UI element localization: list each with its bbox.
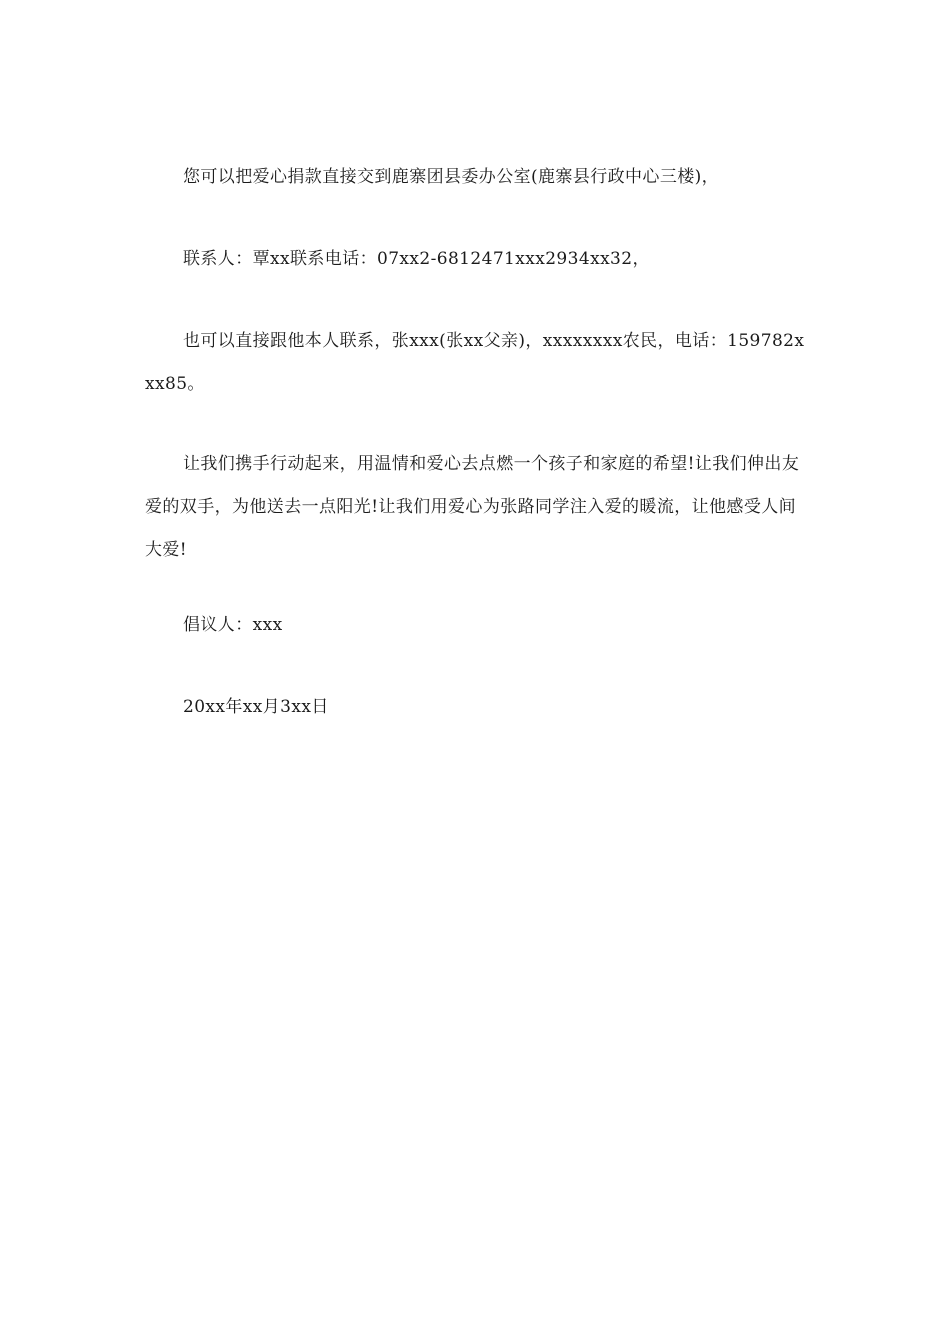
initiator-line: [145, 604, 810, 647]
appeal-paragraph: [145, 443, 810, 572]
direct-contact-paragraph: [145, 320, 810, 406]
paragraph-text: 您可以把爱心捐款直接交到鹿寨团县委办公室(鹿寨县行政中心三楼)，: [183, 167, 720, 187]
paragraph-text: 让我们携手行动起来，用温情和爱心去点燃一个孩子和家庭的希望!让我们伸出友爱的双手，为他送去一点阳光!让我们用爱心为张路同学注入爱的暖流，让他感受人间大爱!: [145, 454, 800, 560]
contact-person-paragraph: [145, 238, 810, 281]
donation-location-paragraph: [145, 156, 810, 199]
date-line: [145, 686, 810, 729]
paragraph-text: 联系人：覃xx联系电话：07xx2-6812471xxx2934xx32，: [183, 249, 650, 269]
initiator-text: 倡议人：xxx: [183, 615, 283, 635]
date-text: 20xx年xx月3xx日: [183, 697, 329, 717]
paragraph-text: 也可以直接跟他本人联系，张xxx(张xx父亲)，xxxxxxxx农民，电话：159782xxx85。: [145, 331, 805, 394]
